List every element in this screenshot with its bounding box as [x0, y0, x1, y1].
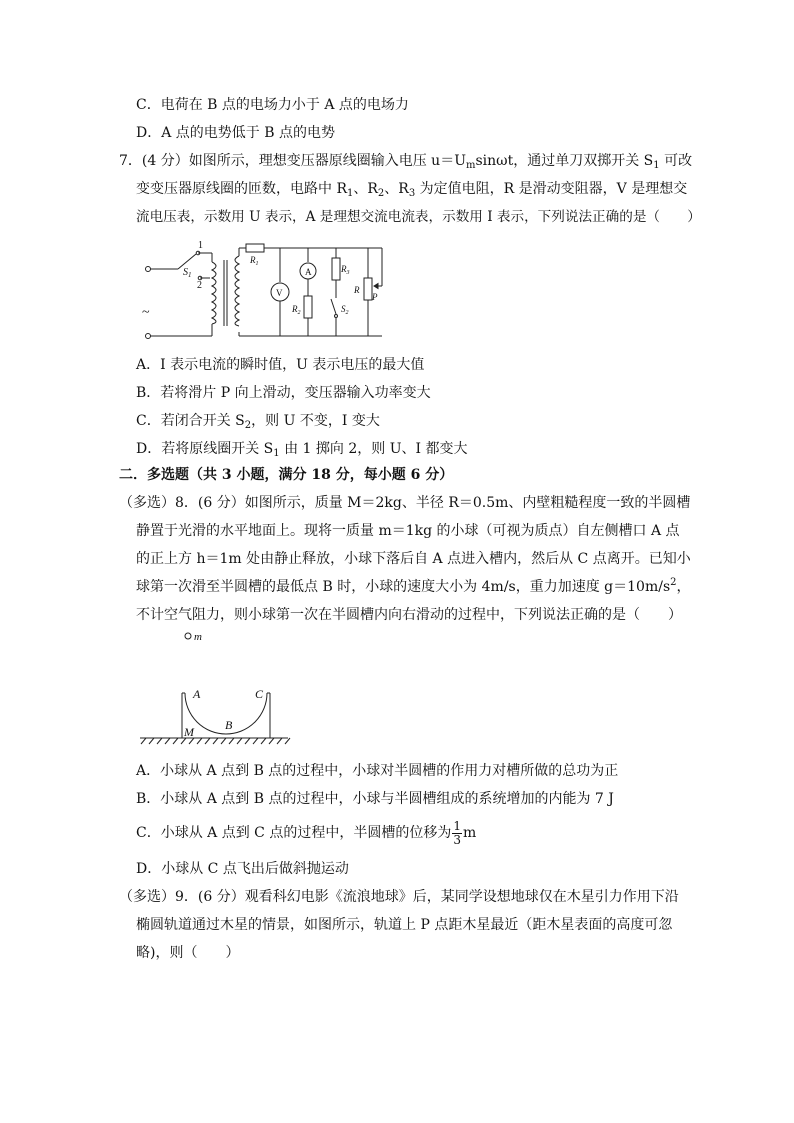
- label-m-groove: M: [184, 725, 194, 739]
- rheostat-r: [364, 278, 372, 300]
- input-terminal-bottom: [146, 334, 151, 339]
- q8-stem-line4: 球第一次滑至半圆槽的最低点 B 时，小球的速度大小为 4m/s，重力加速度 $g=10m/s^2$，: [136, 577, 691, 595]
- q6-option-d: D．A 点的电势低于 B 点的电势: [136, 125, 335, 141]
- q8-stem-line1: （多选）8．(6 分）如图所示，质量 M＝2kg、半径 R＝0.5m、内壁粗糙程度一致的半圆槽: [119, 495, 691, 511]
- label-b: B: [225, 718, 233, 732]
- input-terminal-top: [146, 267, 151, 272]
- label-r3: $R_3$: [341, 264, 350, 276]
- label-p: P: [372, 292, 378, 302]
- resistor-r1: [246, 244, 264, 252]
- q8-half-groove-diagram: [136, 626, 296, 748]
- q7-stem-line2: 变变压器原线圈的匝数，电路中 $R_1$、$R_2$、$R_3$ 为定值电阻，R 是滑动变阻器，V 是理想交: [136, 181, 688, 199]
- q8-stem-line5: 不计空气阻力，则小球第一次在半圆槽内向右滑动的过程中，下列说法正确的是（ ）: [136, 607, 682, 623]
- label-c: C: [255, 687, 264, 701]
- label-a: A: [193, 687, 201, 701]
- ac-source-symbol: ~: [142, 305, 150, 320]
- label-v: V: [276, 288, 283, 298]
- q8-option-b: B．小球从 A 点到 B 点的过程中，小球与半圆槽组成的系统增加的内能为 7 J: [136, 791, 614, 807]
- q7-option-c: C．若闭合开关 $S_2$，则 U 不变，I 变大: [136, 413, 380, 431]
- resistor-r3: [332, 258, 340, 280]
- q8-option-a: A．小球从 A 点到 B 点的过程中，小球对半圆槽的作用力对槽所做的总功为正: [136, 763, 619, 779]
- q8-option-c: C．小球从 A 点到 C 点的过程中，半圆槽的位移为 $\frac{1}{3}$ m: [136, 818, 477, 847]
- q7-option-a: A．I 表示电流的瞬时值，U 表示电压的最大值: [136, 357, 425, 373]
- label-terminal-2: 2: [197, 280, 202, 291]
- label-r2: $R_2$: [292, 304, 301, 316]
- q7-circuit-diagram: [140, 238, 390, 346]
- label-r1: $R_1$: [250, 255, 259, 267]
- ball-m: [185, 633, 191, 639]
- q9-stem-line1: （多选）9．(6 分）观看科幻电影《流浪地球》后，某同学设想地球仅在木星引力作用下沿: [119, 889, 679, 905]
- label-m: m: [194, 631, 202, 643]
- q9-stem-line2: 椭圆轨道通过木星的情景，如图所示，轨道上 P 点距木星最近（距木星表面的高度可忽: [136, 917, 673, 933]
- q8-option-d: D．小球从 C 点飞出后做斜抛运动: [136, 861, 349, 877]
- switch-s2: [331, 299, 336, 314]
- q7-stem-line3: 流电压表，示数用 U 表示，A 是理想交流电流表，示数用 I 表示，下列说法正确的是（ ）: [136, 209, 701, 225]
- label-terminal-1: 1: [198, 240, 203, 251]
- primary-coil: [212, 262, 216, 324]
- q7-option-b: B．若将滑片 P 向上滑动，变压器输入功率变大: [136, 385, 431, 401]
- fraction-one-third: $\frac{1}{3}$: [453, 818, 461, 847]
- label-r: R: [354, 285, 360, 295]
- secondary-coil: [235, 256, 239, 326]
- label-s1: $S_1$: [183, 267, 192, 279]
- q7-option-d: D．若将原线圈开关 $S_1$ 由 1 掷向 2，则 U、I 都变大: [136, 441, 468, 459]
- resistor-r2: [304, 296, 312, 318]
- label-a: A: [305, 267, 312, 277]
- ground-hatching: [141, 738, 290, 744]
- label-s2: $S_2$: [341, 304, 349, 316]
- q9-stem-line3: 略)，则（ ）: [136, 945, 240, 961]
- section-2-heading: 二．多选题（共 3 小题，满分 18 分，每小题 6 分）: [119, 467, 454, 483]
- q8-stem-line2: 静置于光滑的水平地面上。现将一质量 m＝1kg 的小球（可视为质点）自左侧槽口 A 点: [136, 523, 680, 539]
- q8-stem-line3: 的正上方 h＝1m 处由静止释放，小球下落后自 A 点进入槽内，然后从 C 点离开。已知小: [136, 551, 691, 567]
- q6-option-c: C．电荷在 B 点的电场力小于 A 点的电场力: [136, 97, 409, 113]
- q7-stem-line1: 7．(4 分）如图所示，理想变压器原线圈输入电压 $u=U_m\sin\omega t$，通过单刀双掷开关 $S_1$ 可改: [119, 153, 693, 171]
